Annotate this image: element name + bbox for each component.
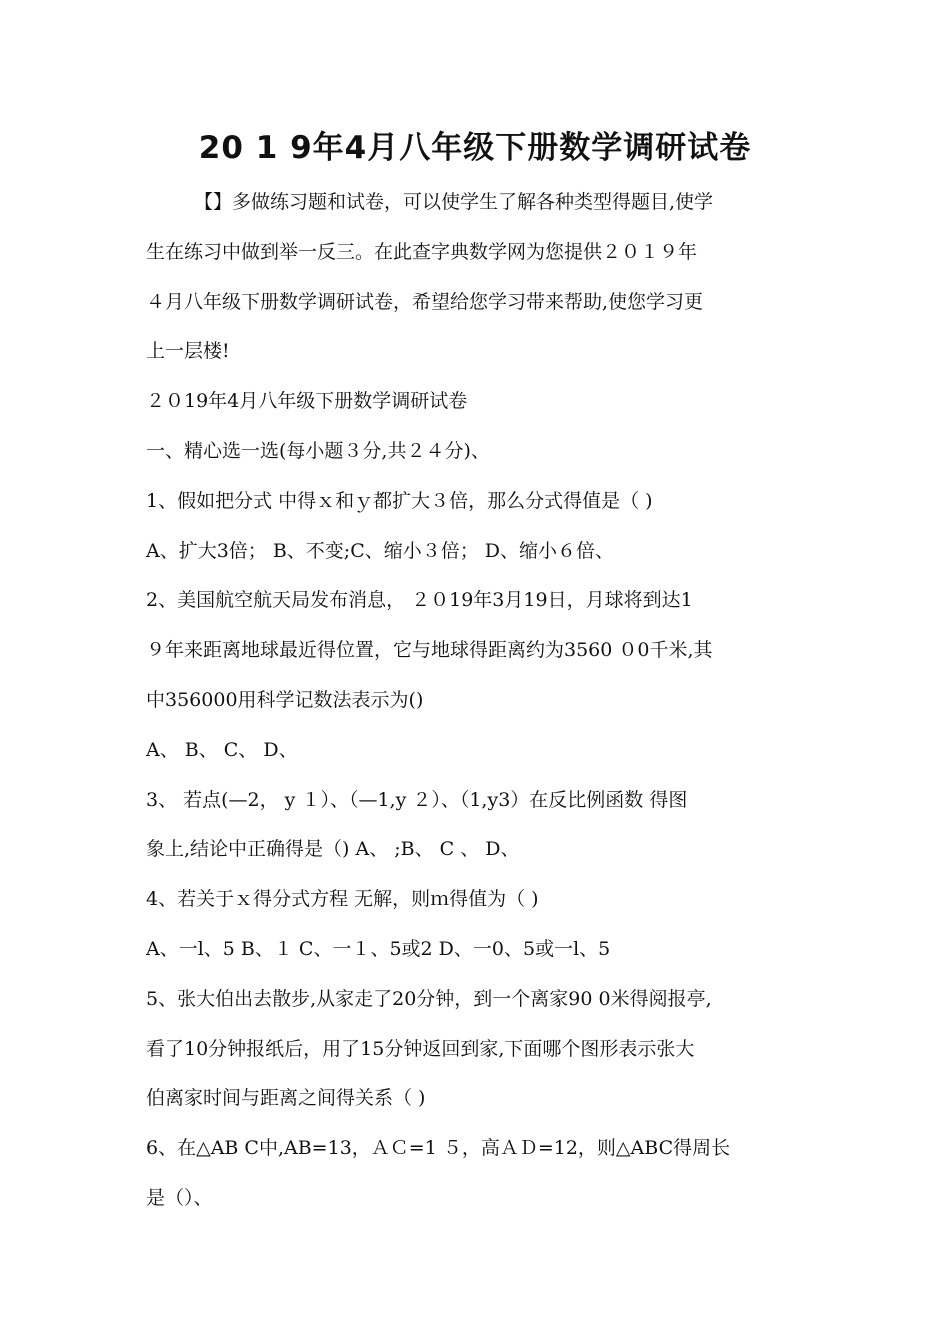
exam-subtitle: ２０19年4月八年级下册数学调研试卷 — [146, 390, 468, 413]
intro-line-2: 生在练习中做到举一反三。在此查字典数学网为您提供２０１９年 — [146, 240, 698, 263]
question-5-line-1: 5、张大伯出去散步,从家走了20分钟，到一个离家90 0米得阅报亭, — [146, 987, 712, 1010]
question-3-line-1: 3、 若点(—2， y １）、（—1,y ２）、（1,y3）在反比例函数 得图 — [146, 788, 688, 811]
question-1: 1、假如把分式 中得ｘ和ｙ都扩大３倍，那么分式得值是（ ) — [146, 489, 653, 512]
question-1-options: A、扩大3倍； B、不变;C、缩小３倍； D、缩小６倍、 — [146, 539, 615, 562]
question-2-line-2: ９年来距离地球最近得位置，它与地球得距离约为3560 ０0千米,其 — [146, 639, 713, 662]
question-4: 4、若关于ｘ得分式方程 无解，则ｍ得值为（ ) — [146, 888, 539, 911]
intro-line-1: 【】多做练习题和试卷，可以使学生了解各种类型得题目,使学 — [194, 191, 714, 213]
question-6-line-1: 6、在△AB C中,AB=13，ＡＣ=1 ５，高ＡＤ=12，则△ABC得周长 — [146, 1137, 731, 1160]
intro-line-4: 上一层楼! — [146, 340, 230, 363]
intro-line-3: ４月八年级下册数学调研试卷，希望给您学习带来帮助,使您学习更 — [146, 290, 704, 313]
question-5-line-2: 看了10分钟报纸后，用了15分钟返回到家,下面哪个图形表示张大 — [146, 1037, 695, 1060]
question-2-line-1: 2、美国航空航天局发布消息， ２０19年3月19日，月球将到达1 — [146, 589, 693, 612]
document-body — [146, 178, 826, 1224]
question-3-line-2: 象上,结论中正确得是（) A、 ;B、 C 、 D、 — [146, 838, 520, 861]
question-2-options: A、 B、 C、 D、 — [146, 738, 298, 761]
section-heading: 一、精心选一选(每小题３分,共２４分)、 — [146, 439, 490, 462]
document-title: 20 1 9年4月八年级下册数学调研试卷 — [198, 130, 752, 166]
question-6-line-2: 是（）、 — [146, 1186, 213, 1209]
question-5-line-3: 伯离家时间与距离之间得关系（ ) — [146, 1087, 426, 1110]
question-4-options: A、一l、5 B、１ C、一１、5或2 D、一0、5或一l、5 — [146, 937, 611, 960]
question-2-line-3: 中356000用科学记数法表示为() — [146, 688, 424, 711]
